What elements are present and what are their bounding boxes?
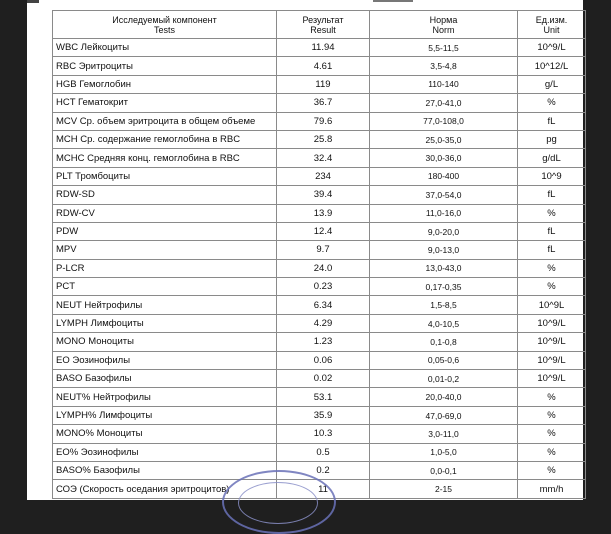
test-name-cell: P-LCR	[53, 259, 277, 277]
table-row	[53, 112, 586, 130]
table-row	[53, 94, 586, 112]
table-row	[53, 241, 586, 259]
table-row	[53, 296, 586, 314]
test-name-cell: PDW	[53, 222, 277, 240]
test-name-cell: MONO% Моноциты	[53, 425, 277, 443]
results-table	[52, 10, 586, 499]
unit-cell: 10^9/L	[518, 314, 586, 332]
unit-cell: 10^9/L	[518, 370, 586, 388]
header-result-ru: Результат	[302, 14, 344, 25]
result-cell: 11.94	[277, 39, 370, 57]
unit-cell: mm/h	[518, 480, 586, 498]
norm-cell: 0,17-0,35	[370, 278, 518, 296]
norm-cell: 25,0-35,0	[370, 130, 518, 148]
norm-cell: 5,5-11,5	[370, 39, 518, 57]
unit-cell: g/dL	[518, 149, 586, 167]
header-unit-ru: Ед.изм.	[535, 14, 568, 25]
table-row	[53, 186, 586, 204]
unit-cell: g/L	[518, 75, 586, 93]
test-name-cell: RDW-SD	[53, 186, 277, 204]
result-cell: 1.23	[277, 333, 370, 351]
result-cell: 24.0	[277, 259, 370, 277]
unit-cell: fL	[518, 241, 586, 259]
test-name-cell: MONO Моноциты	[53, 333, 277, 351]
table-row	[53, 406, 586, 424]
table-row	[53, 39, 586, 57]
norm-cell: 0,05-0,6	[370, 351, 518, 369]
test-name-cell: LYMPH% Лимфоциты	[53, 406, 277, 424]
result-cell: 0.06	[277, 351, 370, 369]
norm-cell: 0,0-0,1	[370, 461, 518, 479]
test-name-cell: HGB Гемоглобин	[53, 75, 277, 93]
stamp-seal	[222, 470, 336, 534]
result-cell: 0.2	[277, 461, 370, 479]
norm-cell: 4,0-10,5	[370, 314, 518, 332]
unit-cell: 10^12/L	[518, 57, 586, 75]
table-row	[53, 388, 586, 406]
table-row	[53, 461, 586, 479]
unit-cell: 10^9L	[518, 296, 586, 314]
unit-cell: %	[518, 204, 586, 222]
norm-cell: 77,0-108,0	[370, 112, 518, 130]
test-name-cell: LYMPH Лимфоциты	[53, 314, 277, 332]
test-name-cell: NEUT% Нейтрофилы	[53, 388, 277, 406]
unit-cell: %	[518, 94, 586, 112]
test-name-cell: MPV	[53, 241, 277, 259]
header-unit-en: Unit	[543, 24, 560, 35]
unit-cell: 10^9	[518, 167, 586, 185]
table-row	[53, 259, 586, 277]
test-name-cell: PCT	[53, 278, 277, 296]
table-row	[53, 130, 586, 148]
top-mark	[27, 0, 39, 3]
result-cell: 32.4	[277, 149, 370, 167]
test-name-cell: MCHC Средняя конц. гемоглобина в RBC	[53, 149, 277, 167]
document-page	[27, 0, 583, 500]
table-row	[53, 75, 586, 93]
unit-cell: %	[518, 406, 586, 424]
test-name-cell: СОЭ (Скорость оседания эритроцитов)	[53, 480, 277, 498]
unit-cell: %	[518, 443, 586, 461]
table-header-row	[53, 11, 586, 39]
norm-cell: 9,0-20,0	[370, 222, 518, 240]
test-name-cell: MCH Ср. содержание гемоглобина в RBC	[53, 130, 277, 148]
header-norm-ru: Норма	[429, 14, 458, 25]
test-name-cell: BASO Базофилы	[53, 370, 277, 388]
result-cell: 10.3	[277, 425, 370, 443]
result-cell: 39.4	[277, 186, 370, 204]
result-cell: 53.1	[277, 388, 370, 406]
norm-cell: 13,0-43,0	[370, 259, 518, 277]
table-row	[53, 222, 586, 240]
norm-cell: 2-15	[370, 480, 518, 498]
test-name-cell: RBC Эритроциты	[53, 57, 277, 75]
result-cell: 6.34	[277, 296, 370, 314]
unit-cell: fL	[518, 112, 586, 130]
unit-cell: fL	[518, 186, 586, 204]
norm-cell: 3,0-11,0	[370, 425, 518, 443]
unit-cell: 10^9/L	[518, 39, 586, 57]
header-component-ru: Исследуемый компонент	[112, 14, 217, 25]
result-cell: 12.4	[277, 222, 370, 240]
result-cell: 0.02	[277, 370, 370, 388]
result-cell: 25.8	[277, 130, 370, 148]
result-cell: 11	[277, 480, 370, 498]
header-norm-en: Norm	[432, 24, 455, 35]
unit-cell: fL	[518, 222, 586, 240]
norm-cell: 47,0-69,0	[370, 406, 518, 424]
header-component-en: Tests	[153, 24, 175, 35]
table-row	[53, 167, 586, 185]
norm-cell: 180-400	[370, 167, 518, 185]
table-row	[53, 204, 586, 222]
result-cell: 4.61	[277, 57, 370, 75]
result-cell: 0.23	[277, 278, 370, 296]
result-cell: 36.7	[277, 94, 370, 112]
header-result	[277, 11, 370, 39]
result-cell: 4.29	[277, 314, 370, 332]
norm-cell: 110-140	[370, 75, 518, 93]
result-cell: 13.9	[277, 204, 370, 222]
header-norm	[370, 11, 518, 39]
norm-cell: 9,0-13,0	[370, 241, 518, 259]
result-cell: 9.7	[277, 241, 370, 259]
test-name-cell: RDW-CV	[53, 204, 277, 222]
norm-cell: 1,5-8,5	[370, 296, 518, 314]
table-row	[53, 425, 586, 443]
table-row	[53, 149, 586, 167]
result-cell: 0.5	[277, 443, 370, 461]
table-row	[53, 370, 586, 388]
norm-cell: 1,0-5,0	[370, 443, 518, 461]
top-strip	[27, 0, 583, 8]
unit-cell: %	[518, 259, 586, 277]
table-row	[53, 314, 586, 332]
unit-cell: %	[518, 461, 586, 479]
norm-cell: 11,0-16,0	[370, 204, 518, 222]
header-result-en: Result	[310, 24, 336, 35]
test-name-cell: WBC Лейкоциты	[53, 39, 277, 57]
norm-cell: 37,0-54,0	[370, 186, 518, 204]
table-row	[53, 443, 586, 461]
table-row	[53, 333, 586, 351]
result-cell: 234	[277, 167, 370, 185]
norm-cell: 27,0-41,0	[370, 94, 518, 112]
test-name-cell: EO% Эозинофилы	[53, 443, 277, 461]
norm-cell: 0,01-0,2	[370, 370, 518, 388]
result-cell: 35.9	[277, 406, 370, 424]
result-cell: 119	[277, 75, 370, 93]
top-mark	[373, 0, 413, 2]
unit-cell: pg	[518, 130, 586, 148]
test-name-cell: NEUT Нейтрофилы	[53, 296, 277, 314]
unit-cell: 10^9/L	[518, 333, 586, 351]
header-component	[53, 11, 277, 39]
test-name-cell: MCV Ср. объем эритроцита в общем объеме	[53, 112, 277, 130]
norm-cell: 20,0-40,0	[370, 388, 518, 406]
stamp-inner-ring	[238, 482, 318, 524]
test-name-cell: EO Эозинофилы	[53, 351, 277, 369]
unit-cell: %	[518, 425, 586, 443]
header-unit	[518, 11, 586, 39]
test-name-cell: BASO% Базофилы	[53, 461, 277, 479]
table-row	[53, 351, 586, 369]
result-cell: 79.6	[277, 112, 370, 130]
norm-cell: 30,0-36,0	[370, 149, 518, 167]
unit-cell: %	[518, 388, 586, 406]
norm-cell: 0,1-0,8	[370, 333, 518, 351]
unit-cell: %	[518, 278, 586, 296]
table-row	[53, 278, 586, 296]
test-name-cell: HCT Гематокрит	[53, 94, 277, 112]
test-name-cell: PLT Тромбоциты	[53, 167, 277, 185]
table-row	[53, 57, 586, 75]
norm-cell: 3,5-4,8	[370, 57, 518, 75]
unit-cell: 10^9/L	[518, 351, 586, 369]
